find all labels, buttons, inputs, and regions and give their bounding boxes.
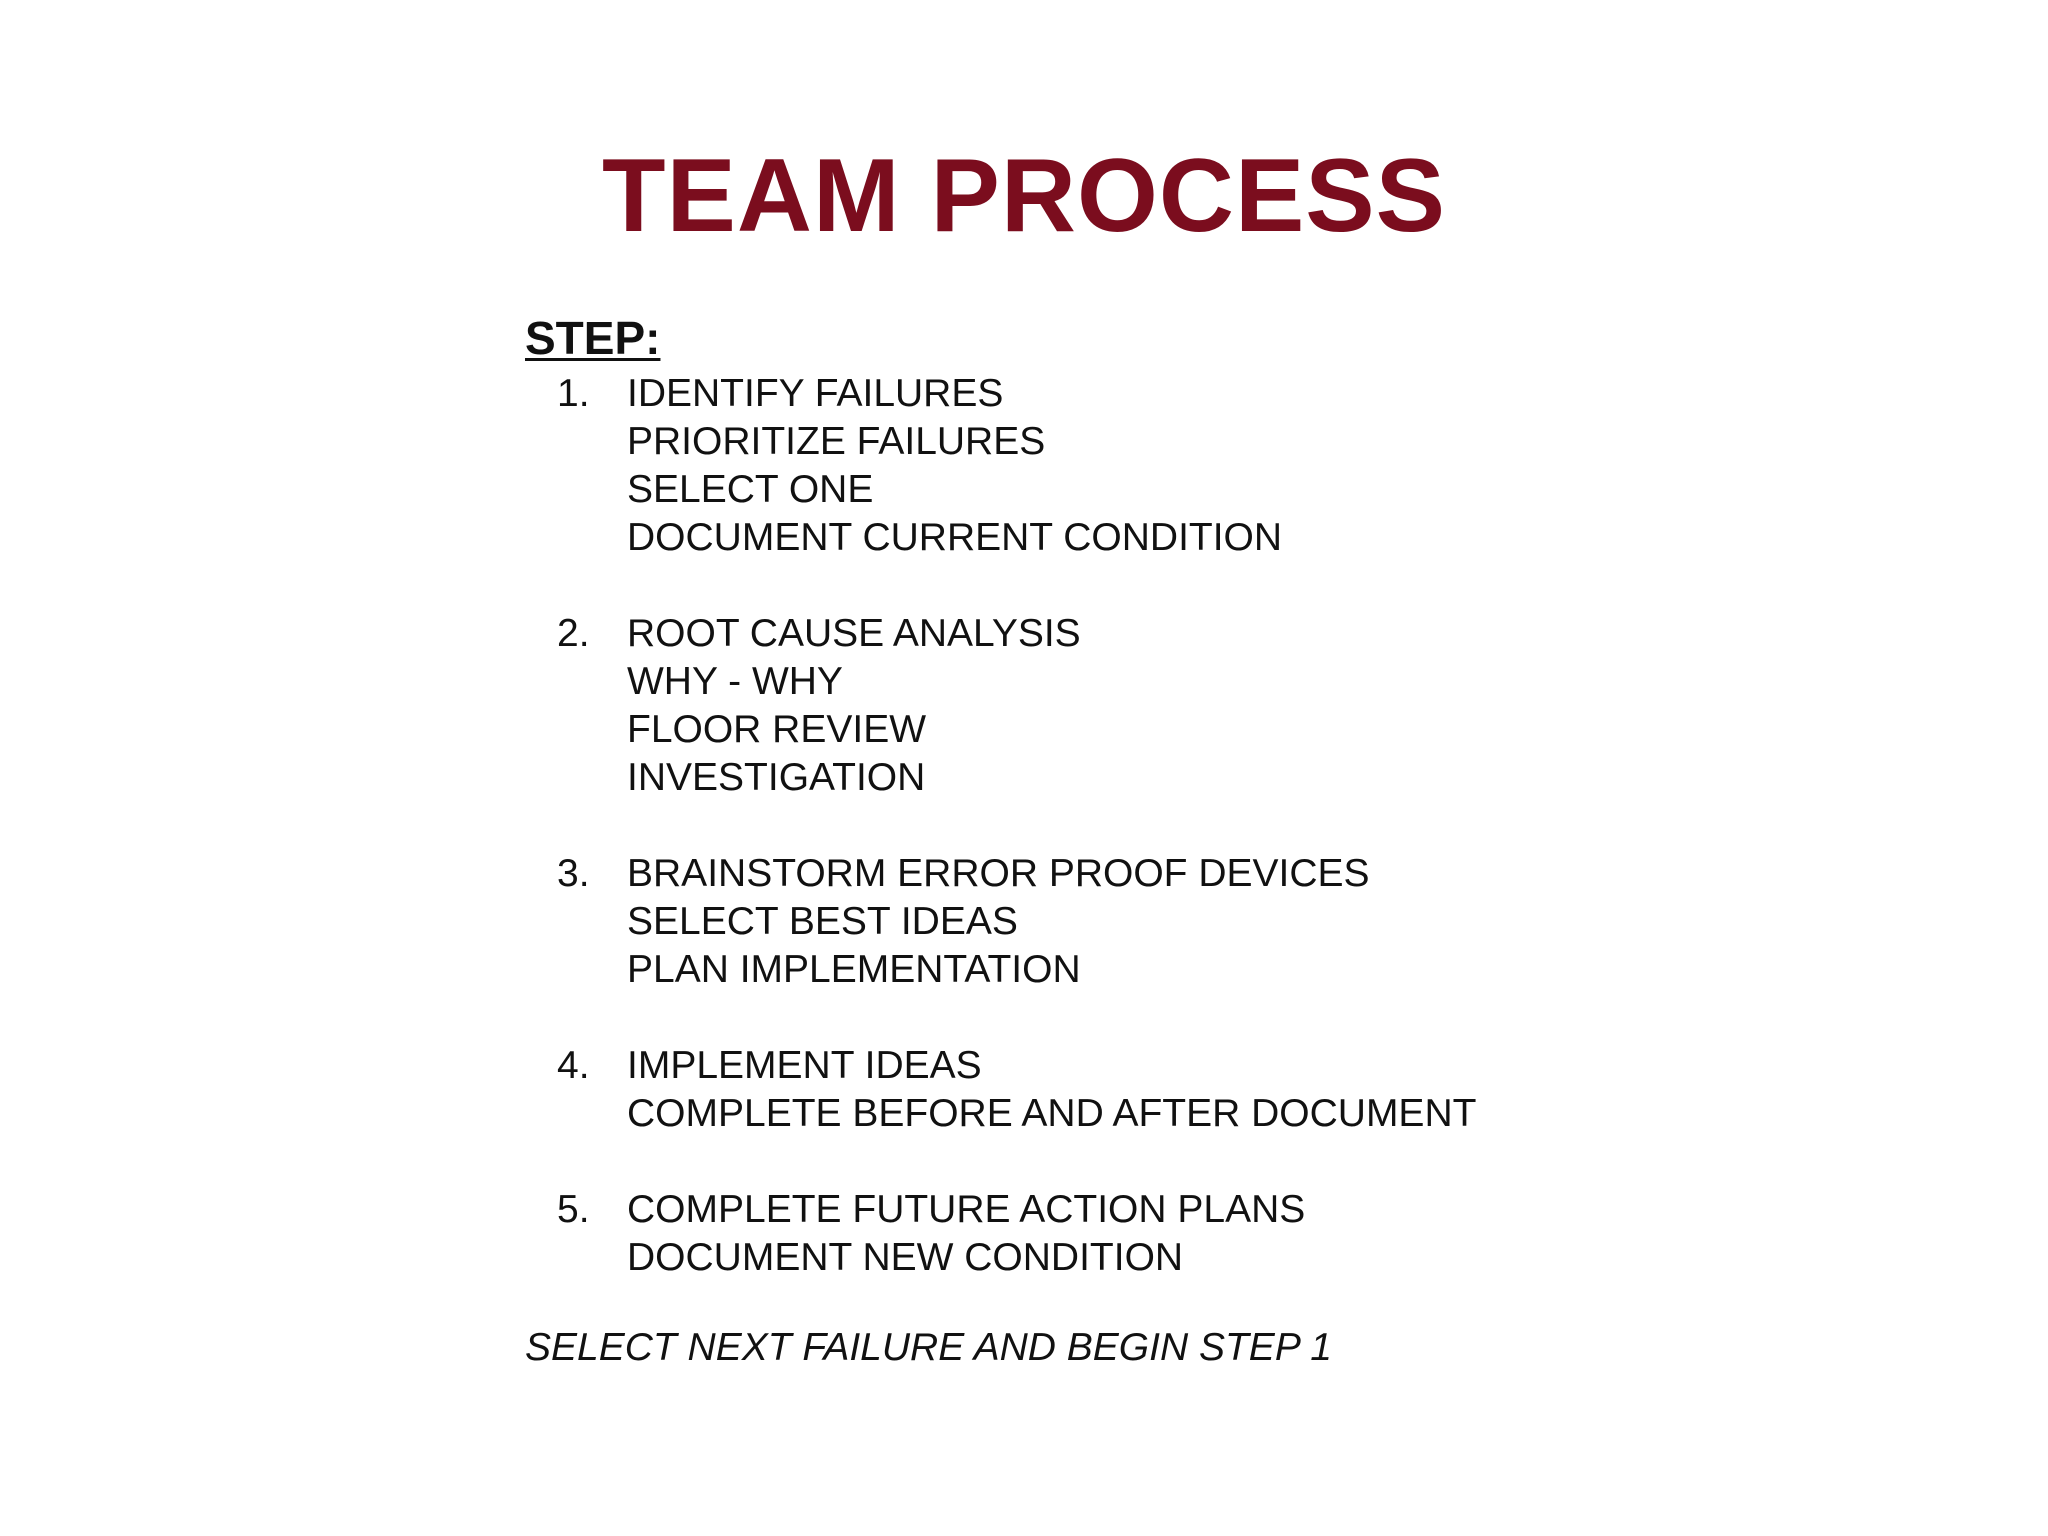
step-line: BRAINSTORM ERROR PROOF DEVICES	[627, 852, 1370, 895]
step-item-1	[525, 370, 1925, 562]
step-item-3	[525, 850, 1925, 994]
step-number: 1.	[557, 372, 590, 415]
step-line: SELECT BEST IDEAS	[627, 900, 1018, 943]
step-item-4	[525, 1042, 1925, 1138]
slide-content	[525, 312, 1925, 1372]
step-line: COMPLETE BEFORE AND AFTER DOCUMENT	[627, 1092, 1477, 1135]
step-line: WHY - WHY	[627, 660, 843, 703]
step-number: 3.	[557, 852, 590, 895]
step-line: ROOT CAUSE ANALYSIS	[627, 612, 1081, 655]
step-line: DOCUMENT CURRENT CONDITION	[627, 516, 1283, 559]
steps-list	[525, 370, 1925, 1282]
step-line: IDENTIFY FAILURES	[627, 372, 1004, 415]
step-line: PLAN IMPLEMENTATION	[627, 948, 1081, 991]
step-line: INVESTIGATION	[627, 756, 926, 799]
step-line: IMPLEMENT IDEAS	[627, 1044, 982, 1087]
step-number: 2.	[557, 612, 590, 655]
step-number: 5.	[557, 1188, 590, 1231]
slide-title: TEAM PROCESS	[601, 138, 1447, 254]
step-number: 4.	[557, 1044, 590, 1087]
step-item-5	[525, 1186, 1925, 1282]
step-line: DOCUMENT NEW CONDITION	[627, 1236, 1184, 1279]
step-line: COMPLETE FUTURE ACTION PLANS	[627, 1188, 1306, 1231]
step-line: SELECT ONE	[627, 468, 874, 511]
step-line: FLOOR REVIEW	[627, 708, 927, 751]
step-line: PRIORITIZE FAILURES	[627, 420, 1046, 463]
closing-instruction: SELECT NEXT FAILURE AND BEGIN STEP 1	[525, 1326, 1332, 1369]
step-item-2	[525, 610, 1925, 802]
step-heading: STEP:	[525, 312, 661, 364]
